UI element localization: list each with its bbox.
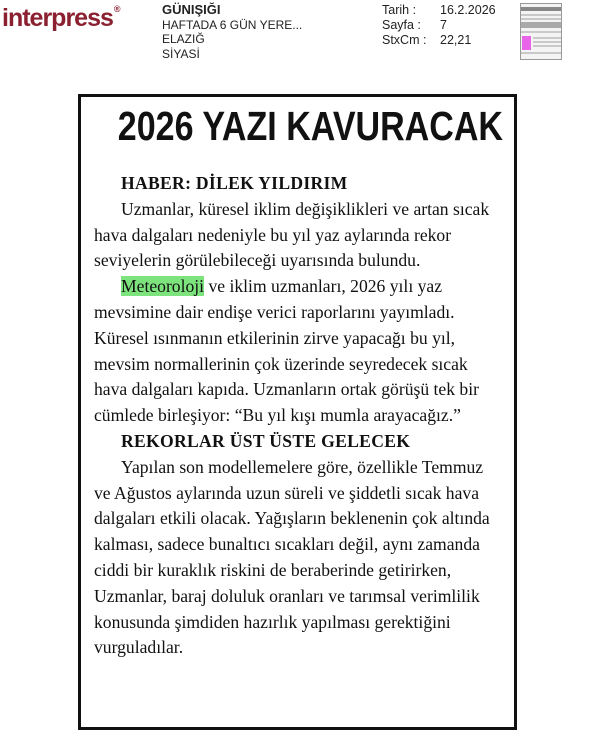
stxcm-value: 22,21 bbox=[440, 33, 472, 47]
article-clipping bbox=[78, 94, 517, 730]
stxcm-row bbox=[382, 33, 496, 48]
stxcm-label: StxCm : bbox=[382, 33, 427, 47]
section: SİYASİ bbox=[162, 46, 200, 61]
article-location-marker bbox=[522, 36, 531, 50]
date-value: 16.2.2026 bbox=[440, 3, 496, 17]
highlighted-keyword: Meteoroloji bbox=[121, 276, 205, 297]
city: ELAZIĞ bbox=[162, 32, 205, 46]
article-body bbox=[94, 171, 504, 661]
page-row bbox=[382, 18, 496, 33]
paragraph: Uzmanlar, küresel iklim değişiklikleri ve artan sıcak hava dalgaları nedeniyle bu yıl yaz aylarında rekor seviyelerin görülebileceği uyarısında bulundu. bbox=[94, 198, 490, 271]
clipping-meta bbox=[382, 3, 496, 48]
publication-name: GÜNIŞIĞI bbox=[162, 2, 221, 17]
interpress-logo bbox=[2, 4, 121, 33]
paragraph bbox=[94, 274, 504, 429]
logo-text: interpress bbox=[2, 4, 113, 32]
paragraph: Yapılan son modellemelere göre, özellikle Temmuz ve Ağustos aylarında uzun süreli ve şiddetli sıcak hava dalgaları etkili olacak. Yağışların beklenenin çok altında kalması, sadece bunaltıcı sıcakları değil, aynı zamanda ciddi bir kuraklık riskini de beraberinde getirirken, Uzmanlar, baraj doluluk oranları ve tarımsal verimlilik konusunda şimdiden hazırlık yapılması gerektiğini vurguladılar. bbox=[94, 456, 490, 658]
page-value: 7 bbox=[440, 18, 447, 32]
date-label: Tarih : bbox=[382, 3, 417, 17]
subheading: REKORLAR ÜST ÜSTE GELECEK bbox=[121, 430, 411, 451]
paragraph-text: ve iklim uzmanları, 2026 yılı yaz mevsimine dair endişe verici raporlarını yayımladı. Küresel ısınmanın etkilerinin zirve yapacağı bu yıl, mevsim normallerinin çok üzerinde seyredecek sıcak hava dalgaları kapıda. Uzmanların ortak görüşü tek bir cümlede birleşiyor: “Bu yıl kışı mumla arayacağız.” bbox=[94, 276, 479, 426]
page-label: Sayfa : bbox=[382, 18, 421, 32]
article-title-short: HAFTADA 6 GÜN YERE... bbox=[162, 17, 303, 32]
registered-mark: ® bbox=[113, 4, 121, 14]
page-thumbnail[interactable] bbox=[520, 3, 562, 60]
clipping-info bbox=[162, 3, 302, 61]
byline: HABER: DİLEK YILDIRIM bbox=[121, 173, 348, 193]
headline: 2026 YAZI KAVURACAK bbox=[117, 103, 503, 149]
date-row bbox=[382, 3, 496, 18]
